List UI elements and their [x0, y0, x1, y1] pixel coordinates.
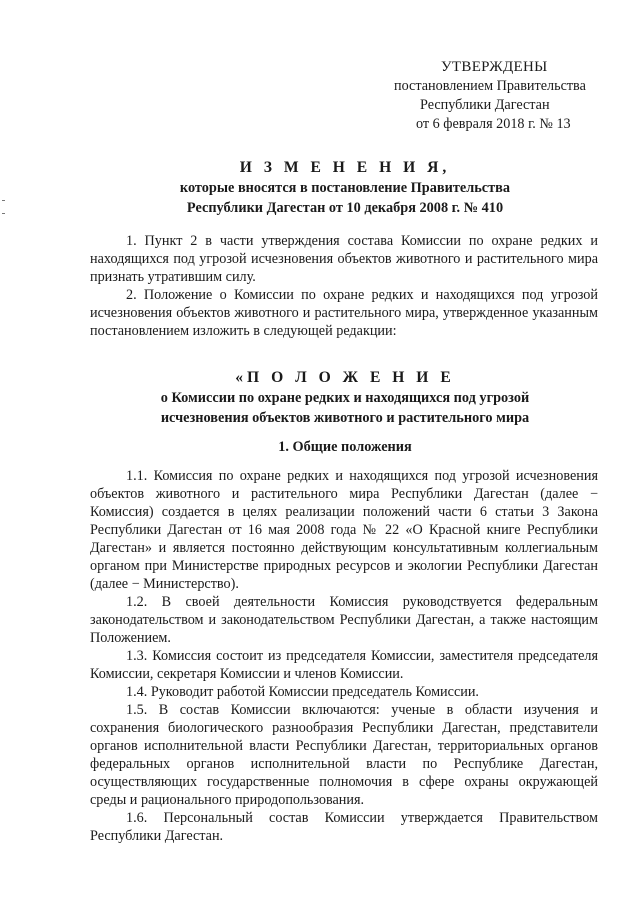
approval-title: УТВЕРЖДЕНЫ	[441, 59, 548, 75]
paragraph: 2. Положение о Комиссии по охране редких и находящихся под угрозой исчезновения объектов животного и растительного мира, утвержденное указанным постановлением изложить в следующей редакции:	[90, 287, 598, 339]
paragraph: 1.6. Персональный состав Комиссии утверждается Правительством Республики Дагестан.	[90, 810, 598, 844]
intro-text	[90, 232, 598, 340]
paragraph: 1.5. В состав Комиссии включаются: ученые в области изучения и сохранения биологического разнообразия Республики Дагестан, представители органов исполнительной власти Республики Дагестан, территориальных органов федеральных органов исполнительной власти по Республике Дагестан, осуществляющих государственные полномочия в сфере охраны окружающей среды и рационального природопользования.	[90, 702, 598, 808]
position-heading	[90, 368, 600, 428]
position-subtitle: о Комиссии по охране редких и находящихся под угрозой	[160, 390, 530, 406]
approval-line: Республики Дагестан	[420, 97, 550, 113]
margin-mark	[2, 200, 5, 201]
position-subtitle: исчезновения объектов животного и растительного мира	[160, 410, 530, 426]
approval-stamp	[394, 58, 624, 134]
changes-heading	[90, 158, 600, 218]
position-title: «П О Л О Ж Е Н И Е	[235, 369, 455, 386]
paragraph: 1.1. Комиссия по охране редких и находящихся под угрозой исчезновения объектов животного и растительного мира Республики Дагестан (далее − Комиссия) создается в целях реализации положений части 6 статьи 3 Закона Республики Дагестан от 16 мая 2008 года № 22 «О Красной книге Республики Дагестан» и является постоянно действующим консультативным коллегиальным органом при Министерстве природных ресурсов и экологии Республики Дагестан (далее − Министерство).	[90, 468, 598, 592]
section-1-text	[90, 467, 598, 845]
paragraph: 1. Пункт 2 в части утверждения состава Комиссии по охране редких и находящихся под угрозой исчезновения объектов животного и растительного мира признать утратившим силу.	[90, 233, 598, 285]
paragraph: 1.2. В своей деятельности Комиссия руководствуется федеральным законодательством и законодательством Республики Дагестан, а также настоящим Положением.	[90, 594, 598, 646]
paragraph: 1.3. Комиссия состоит из председателя Комиссии, заместителя председателя Комиссии, секретаря Комиссии и членов Комиссии.	[90, 648, 598, 682]
section-title: 1. Общие положения	[278, 439, 412, 455]
approval-date: от 6 февраля 2018 г. № 13	[416, 116, 571, 132]
changes-subtitle: которые вносятся в постановление Правительства	[179, 180, 511, 196]
changes-subtitle: Республики Дагестан от 10 декабря 2008 г. № 410	[186, 200, 504, 216]
margin-mark	[2, 213, 5, 214]
paragraph: 1.4. Руководит работой Комиссии председатель Комиссии.	[126, 684, 479, 700]
approval-line: постановлением Правительства	[394, 78, 586, 94]
changes-title: И З М Е Н Е Н И Я,	[239, 159, 451, 176]
